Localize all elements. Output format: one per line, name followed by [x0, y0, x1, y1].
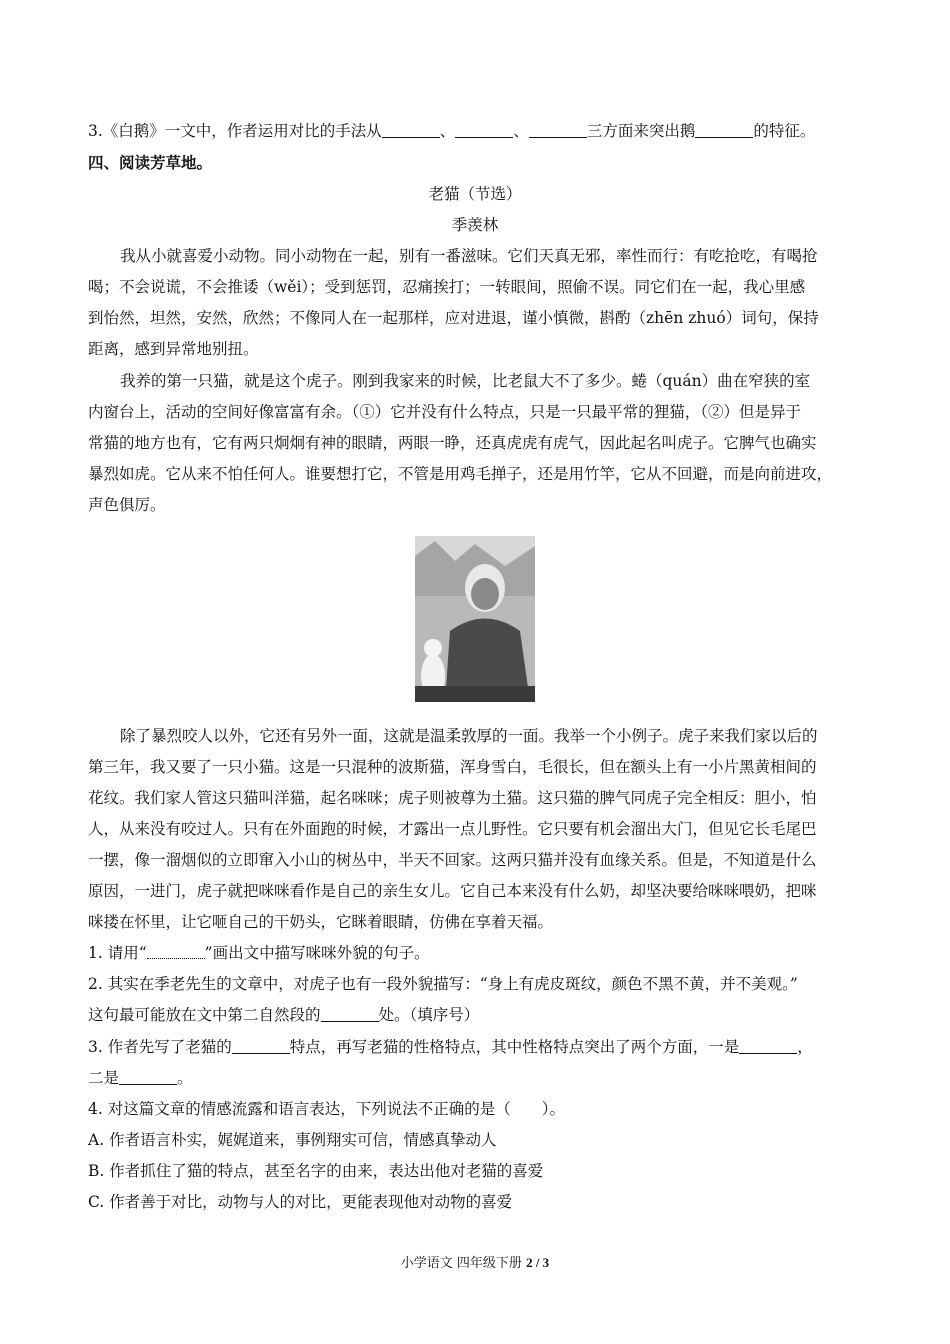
- author-with-cat-photo: [415, 536, 535, 702]
- paragraph-line: 到怡然，坦然，安然，欣然；不像同人在一起那样，应对进退，谨小慎微，斟酌（zhēn zhuó）词句，保持: [88, 309, 819, 327]
- answer-blank[interactable]: [455, 121, 513, 138]
- passage-author: 季羡林: [451, 216, 499, 234]
- q3-text: 三方面来突出鹅: [586, 122, 696, 140]
- q1-text: ”画出文中描写咪咪外貌的句子。: [204, 944, 430, 962]
- answer-blank[interactable]: [529, 121, 587, 138]
- q3-text: 特点，再写老猫的性格特点，其中性格特点突出了两个方面，一是: [289, 1038, 740, 1056]
- footer-label: 小学语文 四年级下册: [400, 1256, 527, 1271]
- wavy-line-sample: [147, 946, 205, 959]
- answer-blank[interactable]: [739, 1037, 797, 1054]
- option-a[interactable]: A. 作者语言朴实，娓娓道来，事例翔实可信，情感真挚动人: [88, 1131, 497, 1149]
- answer-blank[interactable]: [119, 1068, 177, 1085]
- q3-text: 3.《白鹅》一文中，作者运用对比的手法从: [88, 122, 382, 140]
- q1-text: 1. 请用“: [88, 944, 147, 962]
- paragraph-line: 人，从来没有咬过人。只有在外面跑的时候，才露出一点儿野性。它只要有机会溜出大门，但见它长毛尾巴: [88, 820, 817, 838]
- q3-text: 二是: [88, 1069, 120, 1087]
- paragraph-line: 咪搂在怀里，让它咂自己的干奶头，它眯着眼睛，仿佛在享着天福。: [88, 913, 554, 931]
- paragraph-line: 暴烈如虎。它从来不怕任何人。谁要想打它，不管是用鸡毛掸子，还是用竹竿，它从不回避，而是向前进攻，: [88, 465, 833, 483]
- paragraph-line: 内窗台上，活动的空间好像富富有余。（①）它并没有什么特点，只是一只最平常的狸猫，（②）但是异于: [88, 403, 802, 421]
- paragraph-line: 喝；不会说谎，不会推诿（wěi）；受到惩罚，忍痛挨打；一转眼间，照偷不误。同它们在一起，我心里感: [88, 278, 806, 296]
- question-3-line2: [88, 1068, 868, 1088]
- paragraph-line: 距离，感到异常地别扭。: [88, 340, 259, 358]
- question-2: 2. 其实在季老先生的文章中，对虎子也有一段外貌描写：“身上有虎皮斑纹，颜色不黑不黄，并不美观。”: [88, 975, 798, 993]
- question-1: [88, 943, 868, 963]
- q3-sep: 、: [439, 122, 456, 140]
- q3-text: 。: [177, 1069, 193, 1087]
- paragraph-line: 声色俱厉。: [88, 496, 166, 514]
- section-title: 四、阅读芳草地。: [88, 153, 213, 172]
- paragraph-line: 原因，一进门，虎子就把咪咪看作是自己的亲生女儿。它自己本来没有什么奶，却坚决要给咪咪喂奶，把咪: [88, 882, 817, 900]
- paragraph-line: 第三年，我又要了一只小猫。这是一只混种的波斯猫，浑身雪白，毛很长，但在额头上有一小片黑黄相间的: [88, 758, 817, 776]
- answer-blank[interactable]: [321, 1005, 379, 1022]
- paragraph-line: 我从小就喜爱小动物。同小动物在一起，别有一番滋味。它们天真无邪，率性而行：有吃抢吃，有喝抢: [120, 247, 818, 265]
- question-4: 4. 对这篇文章的情感流露和语言表达，下列说法不正确的是（ ）。: [88, 1100, 565, 1118]
- q3-sep: 、: [513, 122, 529, 140]
- question-3: [88, 1037, 868, 1057]
- photo-illustration: [415, 536, 535, 702]
- paragraph-line: 花纹。我们家人管这只猫叫洋猫，起名咪咪；虎子则被尊为土猫。这只猫的脾气同虎子完全相反：胆小，怕: [88, 789, 817, 807]
- q3-text: ，: [797, 1038, 813, 1056]
- paragraph-line: 除了暴烈咬人以外，它还有另外一面，这就是温柔敦厚的一面。我举一个小例子。虎子来我们家以后的: [120, 727, 818, 745]
- q2-text: 处。（填序号）: [378, 1006, 480, 1024]
- paragraph-line: 一摆，像一溜烟似的立即窜入小山的树丛中，半天不回家。这两只猫并没有血缘关系。但是，不知道是什么: [88, 851, 817, 869]
- page-number: 2 / 3: [526, 1255, 550, 1270]
- q2-text: 这句最可能放在文中第二自然段的: [88, 1006, 321, 1024]
- q3-text: 3. 作者先写了老猫的: [88, 1038, 232, 1056]
- paragraph-line: 常猫的地方也有，它有两只炯炯有神的眼睛，两眼一睁，还真虎虎有虎气，因此起名叫虎子。它脾气也确实: [88, 434, 817, 452]
- q3-text: 的特征。: [753, 122, 816, 140]
- question-2-line2: [88, 1005, 868, 1025]
- answer-blank[interactable]: [382, 121, 440, 138]
- page-footer: [0, 1252, 950, 1271]
- answer-blank[interactable]: [695, 121, 753, 138]
- passage-title: 老猫（节选）: [428, 185, 522, 203]
- answer-blank[interactable]: [232, 1037, 290, 1054]
- question-3-baie: [88, 121, 868, 141]
- paragraph-line: 我养的第一只猫，就是这个虎子。刚到我家来的时候，比老鼠大不了多少。蜷（quán）曲在窄狭的室: [120, 372, 811, 390]
- option-b[interactable]: B. 作者抓住了猫的特点，甚至名字的由来，表达出他对老猫的喜爱: [88, 1162, 544, 1180]
- option-c[interactable]: C. 作者善于对比，动物与人的对比，更能表现他对动物的喜爱: [88, 1193, 513, 1211]
